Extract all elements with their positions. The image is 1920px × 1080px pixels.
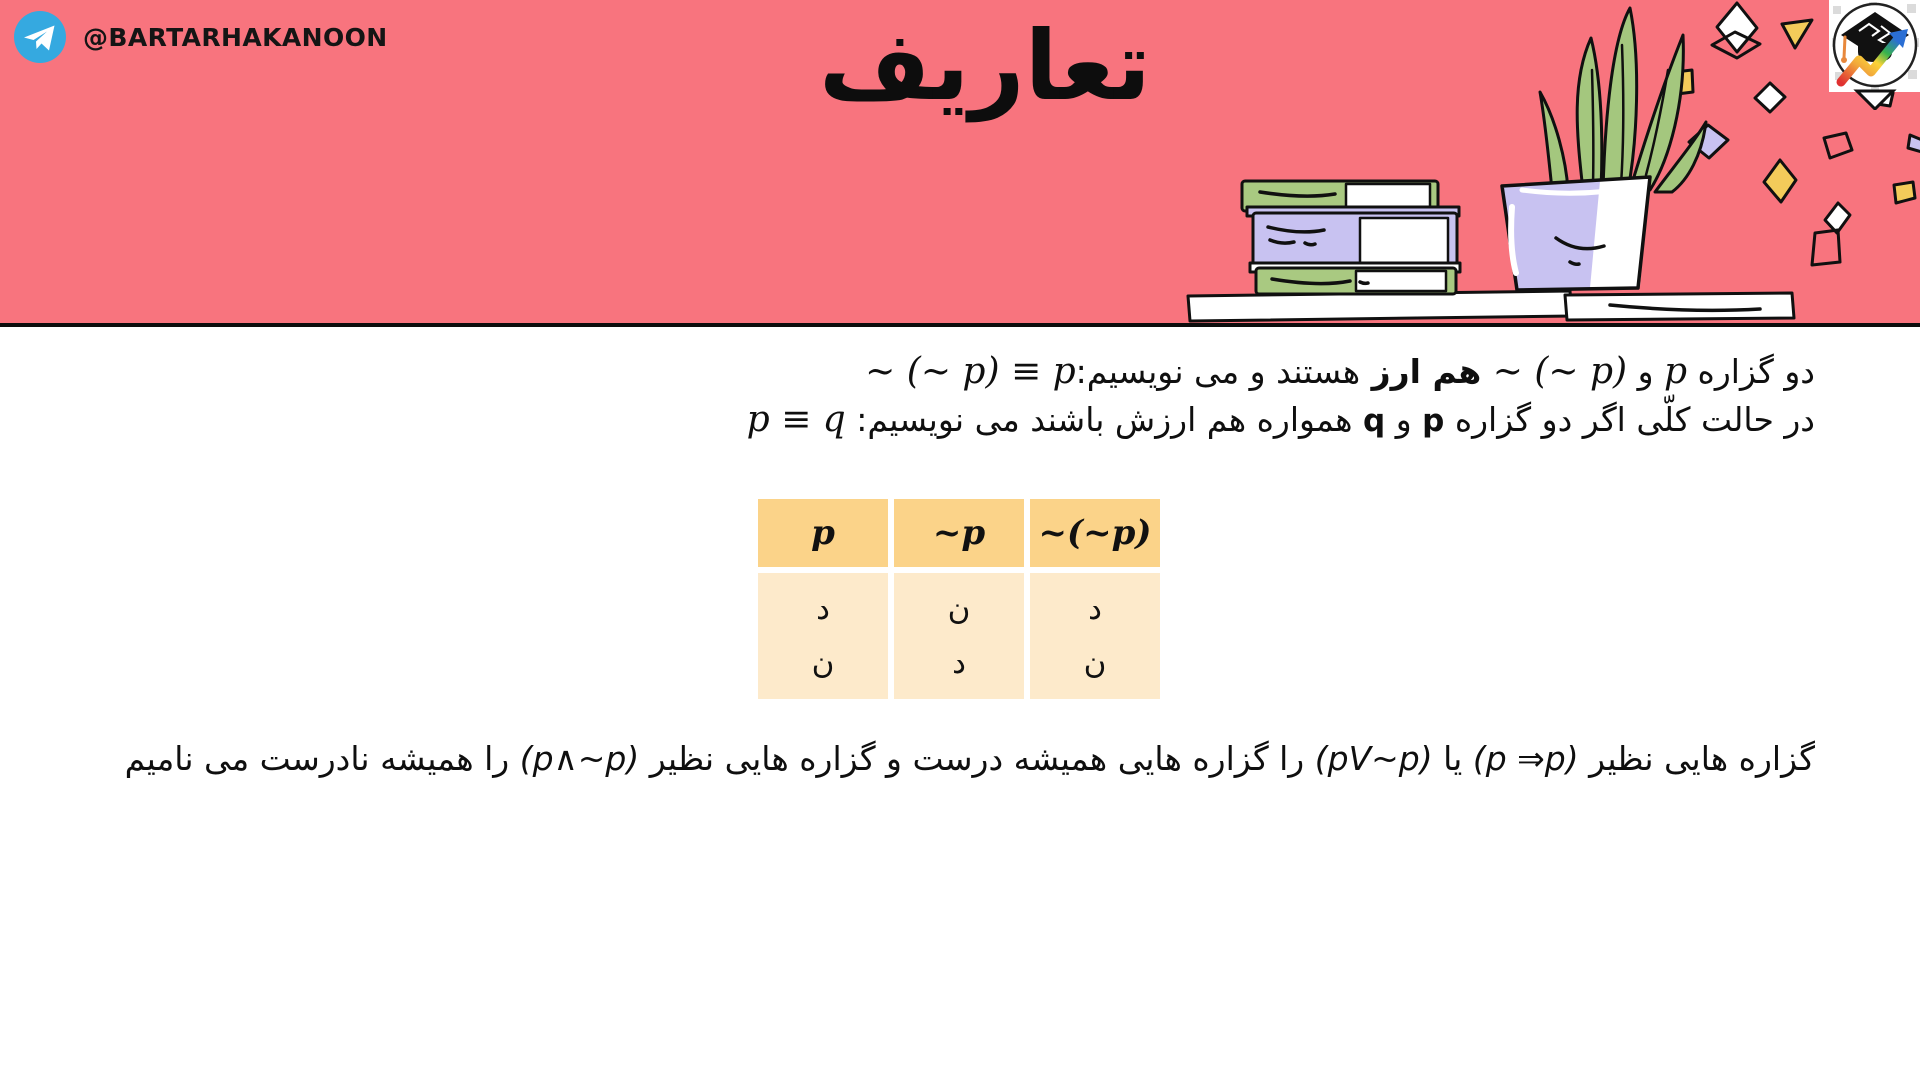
column-body-cell bbox=[758, 573, 888, 699]
note-text: گزاره هایی نظیر bbox=[1578, 739, 1815, 778]
line2-text: در حالت کلّی اگر دو گزاره bbox=[1444, 400, 1815, 439]
definition-line-2: در حالت کلّی اگر دو گزاره p و q همواره هم ارزش باشند می نویسیم: p ≡ q bbox=[746, 399, 1815, 440]
truth-value: ن bbox=[947, 591, 971, 627]
definition-line-1: دو گزاره p و ~ (~ p) هم ارز هستند و می نویسیم:~ (~ p) ≡ p bbox=[865, 351, 1815, 392]
telegram-badge bbox=[13, 10, 388, 64]
books-illustration bbox=[1242, 181, 1460, 294]
note-formula-and: (p∧~p) bbox=[519, 739, 640, 778]
logo-tail bbox=[1857, 91, 1893, 109]
line1-equivalence-formula: ~ (~ p) ≡ p bbox=[865, 351, 1076, 392]
column-body-cell bbox=[894, 573, 1024, 699]
truth-value: د bbox=[1088, 591, 1102, 627]
truth-table-column-p bbox=[758, 499, 888, 699]
header-band bbox=[0, 0, 1920, 327]
truth-table-column-notnotp bbox=[1030, 499, 1160, 699]
plant-pot-illustration bbox=[1502, 8, 1706, 290]
truth-value: ن bbox=[1083, 645, 1107, 681]
column-body-cell bbox=[1030, 573, 1160, 699]
telegram-handle: @BARTARHAKANOON bbox=[83, 22, 388, 52]
brand-logo bbox=[1829, 0, 1920, 110]
note-formula-implies: (p ⇒p) bbox=[1472, 739, 1579, 778]
truth-value: ن bbox=[811, 645, 835, 681]
line1-math-p: p bbox=[1664, 351, 1688, 392]
line2-var-q: q bbox=[1363, 403, 1386, 439]
column-header-cell: ~(~p) bbox=[1030, 499, 1160, 567]
line1-math-notnotp: ~ (~ p) bbox=[1492, 351, 1628, 392]
truth-value: د bbox=[816, 591, 830, 627]
note-formula-or: (pV~p) bbox=[1314, 739, 1433, 778]
line1-text: دو گزاره bbox=[1687, 352, 1815, 391]
column-header-cell: p bbox=[758, 499, 888, 567]
line2-var-p: p bbox=[1422, 403, 1445, 439]
column-header-cell: ~p bbox=[894, 499, 1024, 567]
truth-table bbox=[758, 499, 1160, 699]
page-title: تعاریف bbox=[819, 10, 1151, 122]
line2-equivalence-formula: p ≡ q bbox=[746, 399, 846, 440]
tautology-note: گزاره هایی نظیر (p ⇒p) یا (pV~p) را گزاره هایی همیشه درست و گزاره هایی نظیر (p∧~p) را همیشه نادرست می نامیم bbox=[124, 739, 1815, 778]
telegram-icon bbox=[13, 10, 67, 64]
truth-value: د bbox=[952, 645, 966, 681]
line1-bold-hamarz: هم ارز bbox=[1360, 352, 1493, 391]
truth-table-column-notp bbox=[894, 499, 1024, 699]
